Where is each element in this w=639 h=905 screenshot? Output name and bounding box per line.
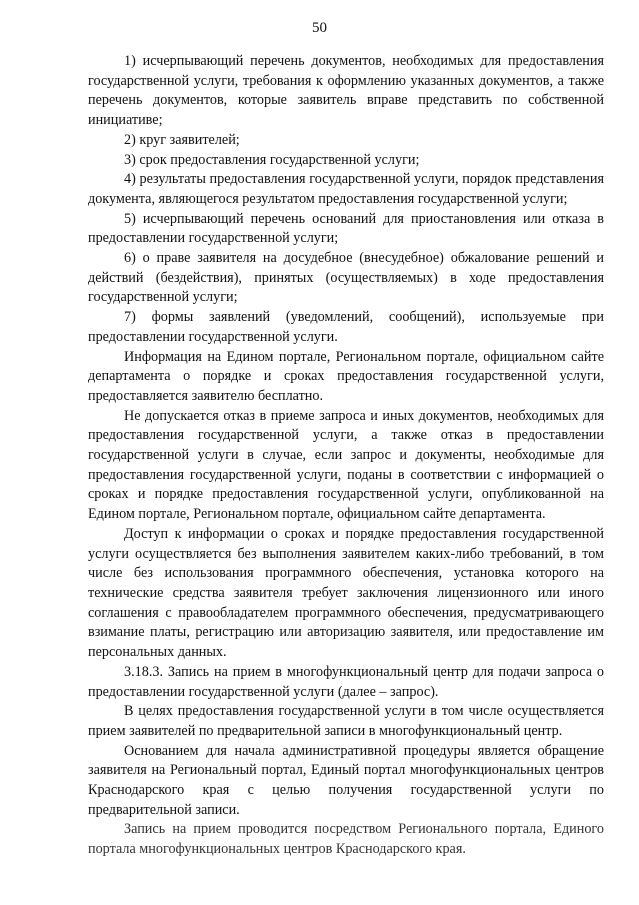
page-number: 50: [312, 20, 327, 36]
paragraph-12: В целях предоставления государственной услуги в том числе осуществляется прием заявителей по предварительной записи в многофункциональный центр.: [88, 703, 604, 739]
paragraph-4: 4) результаты предоставления государственной услуги, порядок представления документа, являющегося результатом предоставления государственной услуги;: [88, 171, 604, 207]
paragraph-13: Основанием для начала административной процедуры является обращение заявителя на Региональный портал, Единый портал многофункциональных центров Краснодарского края с целью получения государственной услуги по предварительной записи.: [88, 742, 604, 818]
paragraph-1: 1) исчерпывающий перечень документов, необходимых для предоставления государственной услуги, требования к оформлению указанных документов, а также перечень документов, которые заявитель вправе представить по собственной инициативе;: [88, 53, 604, 129]
paragraph-2: 2) круг заявителей;: [124, 131, 240, 148]
paragraph-5: 5) исчерпывающий перечень оснований для приостановления или отказа в предоставлении государственной услуги;: [88, 210, 604, 247]
paragraph-9: Не допускается отказ в приеме запроса и иных документов, необходимых для предоставления государственной услуги, а также отказ в предоставлении государственной услуги в случае, если запрос и документы, необходимые для предоставления государственной услуги, поданы в соответствии с информацией о сроках и порядке предоставления государственной услуги, опубликованной на Едином портале, Региональном портале, официальном сайте департамента.: [88, 407, 604, 523]
document-body: [88, 52, 604, 860]
paragraph-14: Запись на прием проводится посредством Регионального портала, Единого портала многофункциональных центров Краснодарского края.: [88, 821, 604, 858]
paragraph-10: Доступ к информации о сроках и порядке предоставления государственной услуги осуществляется без выполнения заявителем каких-либо требований, в том числе без использования программного обеспечения, установка которого на технические средства заявителя требует заключения лицензионного или иного соглашения с правообладателем программного обеспечения, предусматривающего взимание платы, регистрацию или авторизацию заявителя, или предоставление им персональных данных.: [88, 525, 604, 661]
paragraph-7: 7) формы заявлений (уведомлений, сообщений), используемые при предоставлении государственной услуги.: [88, 309, 604, 345]
paragraph-11: 3.18.3. Запись на прием в многофункциональный центр для подачи запроса о предоставлении государственной услуги (далее – запрос).: [88, 663, 604, 700]
paragraph-3: 3) срок предоставления государственной услуги;: [124, 151, 420, 168]
paragraph-8: Информация на Едином портале, Региональном портале, официальном сайте департамента о порядке и сроках предоставления государственной услуги, предоставляется заявителю бесплатно.: [88, 348, 604, 404]
paragraph-6: 6) о праве заявителя на досудебное (внесудебное) обжалование решений и действий (бездействия), принятых (осуществляемых) в ходе предоставления государственной услуги;: [88, 250, 604, 306]
